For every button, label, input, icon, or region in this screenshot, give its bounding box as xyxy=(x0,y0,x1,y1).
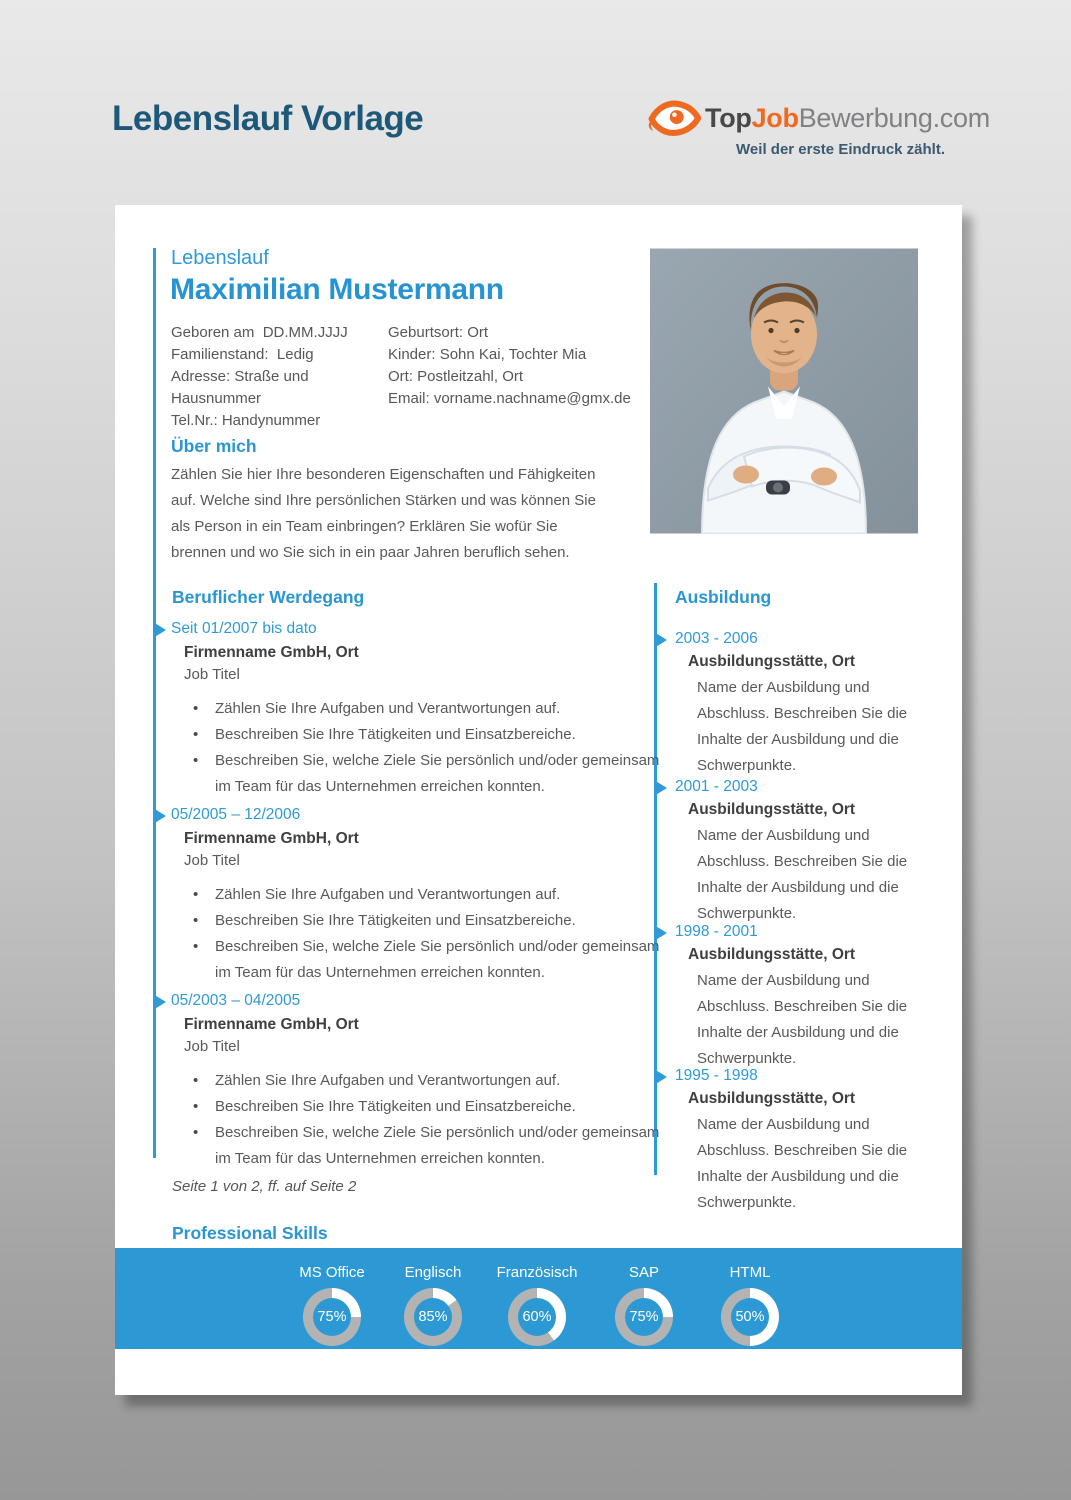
bullet-text: Zählen Sie Ihre Aufgaben und Verantwortungen auf. xyxy=(215,700,561,717)
brand-top: Top xyxy=(705,102,752,133)
cv-label: Lebenslauf xyxy=(171,247,269,269)
bullet-icon: • xyxy=(193,886,199,903)
education-date: 2003 - 2006 xyxy=(675,630,758,647)
bullet-icon: • xyxy=(193,726,199,743)
bullet-text: Beschreiben Sie Ihre Tätigkeiten und Einsatzbereiche. xyxy=(215,912,576,929)
skill-item xyxy=(280,1264,384,1346)
career-role: Job Titel xyxy=(184,666,240,683)
bullet-text: Beschreiben Sie Ihre Tätigkeiten und Einsatzbereiche. xyxy=(215,1098,576,1115)
career-date: 05/2003 – 04/2005 xyxy=(171,992,301,1009)
brand-job: Job xyxy=(751,102,799,133)
education-school: Ausbildungsstätte, Ort xyxy=(688,801,856,818)
timeline-arrow-icon xyxy=(654,925,667,941)
career-date: 05/2005 – 12/2006 xyxy=(171,806,301,823)
personal-row: Ort: Postleitzahl, Ort xyxy=(388,368,524,385)
page-title: Lebenslauf Vorlage xyxy=(112,99,424,138)
timeline-arrow-icon xyxy=(153,808,166,824)
education-entry xyxy=(675,630,935,779)
career-bullet xyxy=(171,1068,676,1094)
education-description: Name der Ausbildung und Abschluss. Beschreiben Sie die Inhalte der Ausbildung und die Schwerpunkte. xyxy=(697,1116,908,1211)
career-role: Job Titel xyxy=(184,852,240,869)
personal-row: Email: vorname.nachname@gmx.de xyxy=(388,390,631,407)
skill-item xyxy=(485,1264,589,1346)
brand-name xyxy=(705,103,990,134)
personal-row: Familienstand: Ledig xyxy=(171,346,314,363)
skill-percent: 60% xyxy=(518,1298,556,1336)
profile-photo xyxy=(650,248,918,534)
career-entry xyxy=(171,992,676,1172)
bullet-text: Beschreiben Sie, welche Ziele Sie persönlich und/oder gemeinsam im Team für das Unternehmen erreichen konnten. xyxy=(215,1124,660,1167)
timeline-arrow-icon xyxy=(654,632,667,648)
bullet-icon: • xyxy=(193,700,199,717)
personal-row: Kinder: Sohn Kai, Tochter Mia xyxy=(388,346,587,363)
left-timeline-line xyxy=(153,248,156,1158)
skill-percent: 50% xyxy=(731,1298,769,1336)
education-description: Name der Ausbildung und Abschluss. Beschreiben Sie die Inhalte der Ausbildung und die Schwerpunkte. xyxy=(697,679,908,774)
skill-percent: 85% xyxy=(414,1298,452,1336)
timeline-arrow-icon xyxy=(153,622,166,638)
career-role: Job Titel xyxy=(184,1038,240,1055)
career-bullet xyxy=(171,882,676,908)
skill-label: MS Office xyxy=(299,1264,365,1281)
skill-donut-chart xyxy=(508,1288,566,1346)
about-text: Zählen Sie hier Ihre besonderen Eigenschaften und Fähigkeiten auf. Welche sind Ihre persönlichen Stärken und was können Sie als Person in ein Team einbringen? Erklären Sie wofür Sie brennen und wo Sie sich in ein paar Jahren beruflich sehen. xyxy=(171,466,596,561)
bullet-icon: • xyxy=(193,752,199,769)
education-entry xyxy=(675,1067,935,1216)
career-date: Seit 01/2007 bis dato xyxy=(171,620,317,637)
career-bullet xyxy=(171,934,676,986)
career-bullet xyxy=(171,908,676,934)
career-company: Firmenname GmbH, Ort xyxy=(184,644,359,661)
skill-label: SAP xyxy=(628,1264,659,1281)
bullet-text: Zählen Sie Ihre Aufgaben und Verantwortungen auf. xyxy=(215,886,561,903)
career-company: Firmenname GmbH, Ort xyxy=(184,830,359,847)
education-date: 1995 - 1998 xyxy=(675,1067,758,1084)
candidate-name: Maximilian Mustermann xyxy=(170,273,504,306)
skill-label: Englisch xyxy=(404,1264,462,1281)
bullet-text: Beschreiben Sie Ihre Tätigkeiten und Einsatzbereiche. xyxy=(215,726,576,743)
bullet-text: Zählen Sie Ihre Aufgaben und Verantwortungen auf. xyxy=(215,1072,561,1089)
personal-row: Adresse: Straße und Hausnummer xyxy=(171,368,309,407)
education-heading: Ausbildung xyxy=(675,587,772,607)
career-bullet xyxy=(171,1120,676,1172)
bullet-text: Beschreiben Sie, welche Ziele Sie persönlich und/oder gemeinsam im Team für das Unternehmen erreichen konnten. xyxy=(215,938,660,981)
education-entry xyxy=(675,923,935,1072)
personal-row: Tel.Nr.: Handynummer xyxy=(171,412,321,429)
career-heading: Beruflicher Werdegang xyxy=(172,587,365,607)
timeline-arrow-icon xyxy=(153,994,166,1010)
skill-item xyxy=(381,1264,485,1346)
skill-label: HTML xyxy=(729,1264,771,1281)
bullet-icon: • xyxy=(193,1124,199,1141)
eye-icon xyxy=(645,97,701,139)
personal-row: Geboren am DD.MM.JJJJ xyxy=(171,324,348,341)
skill-donut-chart xyxy=(721,1288,779,1346)
bullet-icon: • xyxy=(193,938,199,955)
brand-tagline: Weil der erste Eindruck zählt. xyxy=(736,141,945,158)
skill-label: Französisch xyxy=(496,1264,578,1281)
career-bullet xyxy=(171,696,676,722)
education-date: 2001 - 2003 xyxy=(675,778,758,795)
timeline-arrow-icon xyxy=(654,1069,667,1085)
bullet-icon: • xyxy=(193,912,199,929)
site-logo xyxy=(645,97,990,158)
education-school: Ausbildungsstätte, Ort xyxy=(688,653,856,670)
bullet-text: Beschreiben Sie, welche Ziele Sie persönlich und/oder gemeinsam im Team für das Unternehmen erreichen konnten. xyxy=(215,752,660,795)
skill-item xyxy=(592,1264,696,1346)
personal-details xyxy=(171,322,631,432)
personal-row: Geburtsort: Ort xyxy=(388,324,489,341)
skills-heading: Professional Skills xyxy=(172,1223,328,1243)
page-note: Seite 1 von 2, ff. auf Seite 2 xyxy=(172,1178,357,1195)
about-heading: Über mich xyxy=(171,436,257,456)
career-bullet xyxy=(171,722,676,748)
resume-sheet xyxy=(115,205,962,1395)
skill-percent: 75% xyxy=(313,1298,351,1336)
career-entry xyxy=(171,620,676,800)
skill-donut-chart xyxy=(404,1288,462,1346)
education-school: Ausbildungsstätte, Ort xyxy=(688,946,856,963)
skill-percent: 75% xyxy=(625,1298,663,1336)
career-bullet xyxy=(171,748,676,800)
skill-donut-chart xyxy=(615,1288,673,1346)
education-entry xyxy=(675,778,935,927)
brand-suffix: Bewerbung.com xyxy=(798,102,990,133)
education-description: Name der Ausbildung und Abschluss. Beschreiben Sie die Inhalte der Ausbildung und die Schwerpunkte. xyxy=(697,972,908,1067)
skills-bar xyxy=(115,1248,962,1349)
bullet-icon: • xyxy=(193,1072,199,1089)
skill-item xyxy=(698,1264,802,1346)
bullet-icon: • xyxy=(193,1098,199,1115)
career-bullet xyxy=(171,1094,676,1120)
education-school: Ausbildungsstätte, Ort xyxy=(688,1090,856,1107)
education-description: Name der Ausbildung und Abschluss. Beschreiben Sie die Inhalte der Ausbildung und die Schwerpunkte. xyxy=(697,827,908,922)
career-company: Firmenname GmbH, Ort xyxy=(184,1016,359,1033)
skill-donut-chart xyxy=(303,1288,361,1346)
education-date: 1998 - 2001 xyxy=(675,923,758,940)
career-entry xyxy=(171,806,676,986)
timeline-arrow-icon xyxy=(654,780,667,796)
